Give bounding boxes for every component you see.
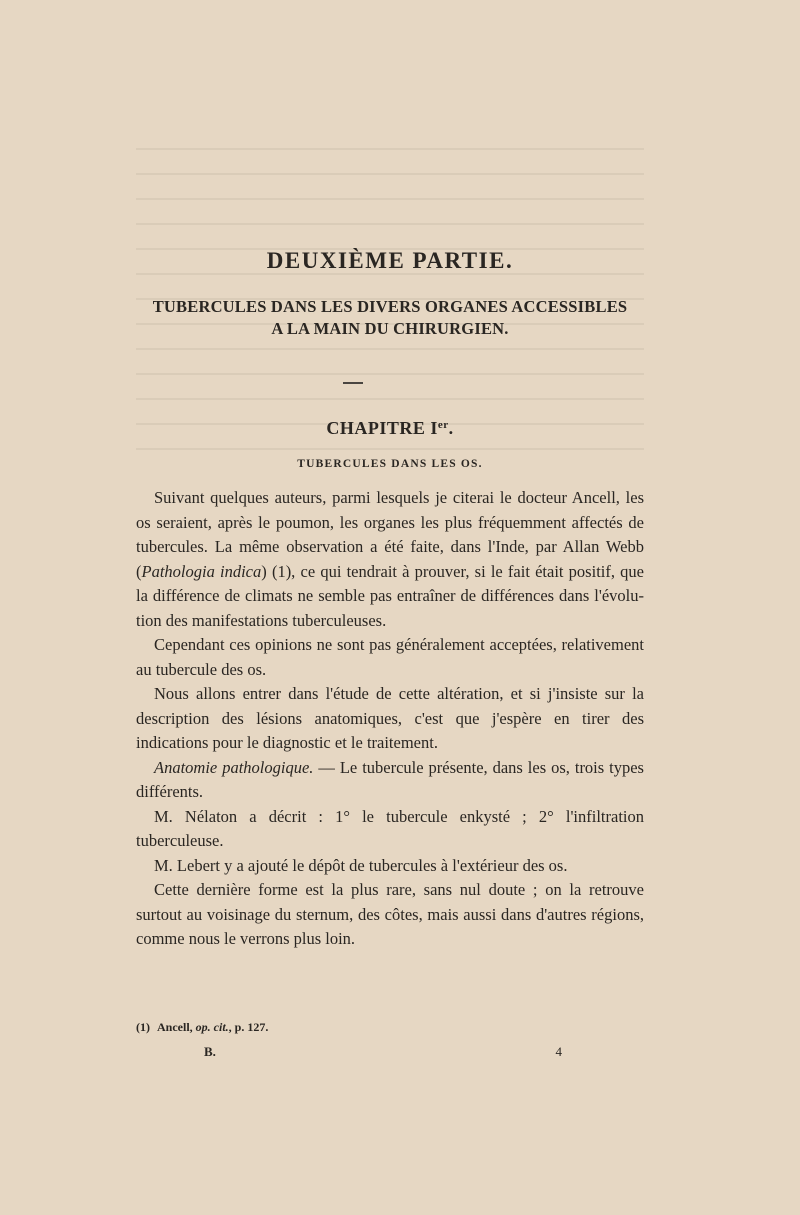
chapter-prefix: CHAPITRE I (326, 418, 438, 438)
section-title-line-1: TUBERCULES DANS LES DIVERS ORGANES ACCESSIBLES (152, 297, 628, 316)
chapter-subtitle: TUBERCULES DANS LES OS. (297, 458, 483, 470)
paragraph-4-rest: — Le tubercule présente, dans les os, trois types différents. (136, 757, 644, 801)
footnote (136, 1020, 644, 1035)
paragraph-1-part-a: Suivant quelques auteurs, parmi lesquels je citerai le docteur Ancell, les os seraient, après le poumon, les organes les plus fréquemment affectés de tubercules. La même observation a été faite, dans l'Inde, par Allan Webb ( (136, 488, 644, 581)
footnote-text-b: , p. 127. (228, 1020, 269, 1034)
paragraph-4-italic: Anatomie pathologique. (154, 757, 314, 777)
paragraph-3: Nous allons entrer dans l'étude de cette altération, et si j'insiste sur la description des lésions anatomiques, c'est que j'espère en tirer des indications pour le diagnostic et le traitement. (136, 684, 644, 752)
paragraph-7: Cette dernière forme est la plus rare, sans nul doute ; on la retrouve surtout au voisinage du sternum, des côtes, mais aussi dans d'autres régions, comme nous le verrons plus loin. (136, 880, 644, 948)
paragraph-6: M. Lebert y a ajouté le dépôt de tubercules à l'extérieur des os. (154, 855, 568, 875)
paragraph-1 (136, 486, 644, 633)
paragraph-5: M. Nélaton a décrit : 1° le tubercule enkysté ; 2° l'infiltration tuberculeuse. (136, 806, 644, 850)
signature-number: 4 (555, 1044, 562, 1059)
footnote-italic: op. cit. (195, 1020, 229, 1034)
separator-dash (343, 382, 363, 384)
paragraph-2: Cependant ces opinions ne sont pas généralement acceptées, relativement au tubercule des os. (136, 635, 644, 679)
paragraph-1-italic: Pathologia indica (141, 561, 262, 581)
show-through-bleed (136, 130, 644, 450)
paragraph-4 (136, 756, 644, 805)
footnote-text-a: Ancell, (157, 1020, 196, 1034)
section-title-line-2: A LA MAIN DU CHIRURGIEN. (271, 319, 509, 338)
section-title (136, 296, 644, 340)
chapter-heading (136, 418, 644, 439)
signature-letter: B. (204, 1044, 216, 1059)
paragraph-1-part-b: ) (1), ce qui tendrait à prouver, si le fait était positif, que la différence de climats ne semble pas entraîner de différences dans l'évolution des manifestations tuberculeuses. (136, 561, 644, 630)
chapter-suffix: . (448, 418, 454, 438)
footnote-mark: (1) (136, 1020, 150, 1034)
part-title: DEUXIÈME PARTIE. (266, 248, 514, 273)
chapter-superscript: er (437, 419, 449, 431)
body-text (136, 486, 644, 952)
